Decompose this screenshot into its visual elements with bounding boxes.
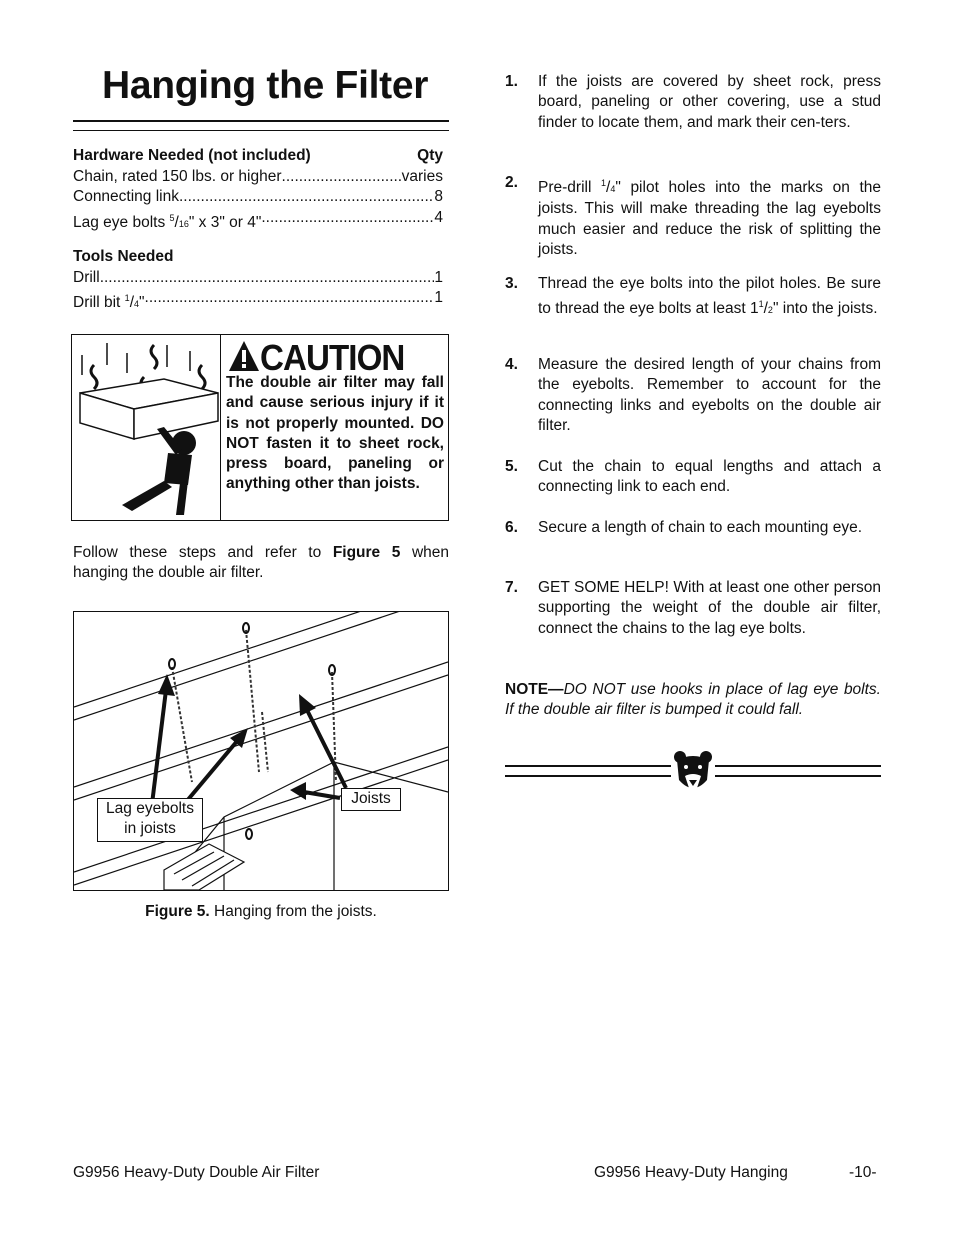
hardware-item-chain: Chain, rated 150 lbs. or higher ..... varies bbox=[73, 167, 443, 188]
end-rule-right-top bbox=[715, 765, 881, 767]
figure-caption: Figure 5. Hanging from the joists. bbox=[145, 903, 377, 920]
tools-item-drill: Drill ..... 1 bbox=[73, 268, 443, 289]
end-rule-left-bottom bbox=[505, 775, 671, 777]
warning-triangle-icon bbox=[228, 339, 260, 373]
page-number: -10- bbox=[849, 1164, 877, 1181]
falling-filter-illustration bbox=[72, 335, 221, 520]
hardware-header: Hardware Needed (not included) Qty bbox=[73, 147, 443, 164]
tools-list bbox=[73, 247, 443, 315]
caution-box bbox=[71, 334, 449, 521]
footer-right: G9956 Heavy-Duty Hanging bbox=[594, 1164, 788, 1181]
figure-5-illustration bbox=[73, 611, 449, 891]
footer-left: G9956 Heavy-Duty Double Air Filter bbox=[73, 1164, 320, 1181]
note-paragraph: NOTE—DO NOT use hooks in place of lag eye bolts. If the double air filter is bumped it could fall. bbox=[505, 681, 881, 719]
tools-item-drillbit: Drill bit $^1$/4" ..... 1 bbox=[73, 288, 443, 315]
hardware-list bbox=[73, 146, 443, 234]
caution-word: CAUTION bbox=[260, 337, 405, 378]
title-rule-thin bbox=[73, 130, 449, 131]
end-rule-left-top bbox=[505, 765, 671, 767]
end-rule-right-bottom bbox=[715, 775, 881, 777]
title-rule bbox=[73, 120, 449, 122]
figure-reference: Figure 5 bbox=[332, 544, 401, 561]
intro-paragraph: Follow these steps and refer to Figure 5 when hanging the double air filter. bbox=[73, 544, 449, 582]
label-joists: Joists bbox=[341, 788, 401, 811]
hardware-item-eyebolts: Lag eye bolts $^5$/16" x 3" or 4" ..... 4 bbox=[73, 208, 443, 235]
caution-text: The double air filter may fall and cause serious injury if it is not properly mounted. DO NOT fasten it to sheet rock, press board, paneling or anything other than joists. bbox=[226, 374, 444, 493]
page-title: Hanging the Filter bbox=[102, 64, 429, 107]
hardware-item-link: Connecting link ..... 8 bbox=[73, 187, 443, 208]
tools-header: Tools Needed bbox=[73, 248, 174, 265]
label-lag-eyebolts: Lag eyebolts in joists bbox=[97, 798, 203, 842]
caution-banner bbox=[228, 337, 444, 378]
bear-logo-icon bbox=[673, 750, 713, 794]
